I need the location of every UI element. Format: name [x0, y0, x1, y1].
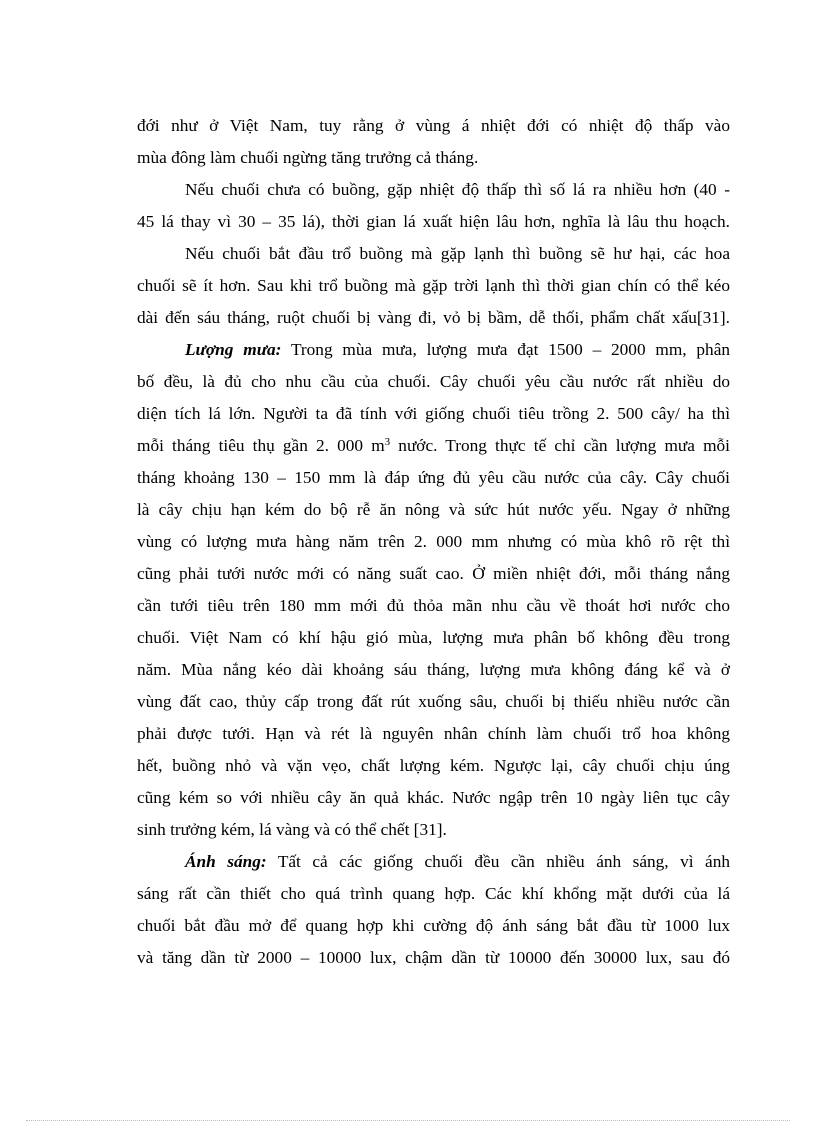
text-line: và tăng dần từ 2000 – 10000 lux, chậm dần từ 10000 đến 30000 lux, sau đó: [137, 948, 730, 967]
text-line: đới như ở Việt Nam, tuy rằng ở vùng á nhiệt đới có nhiệt độ thấp vào: [137, 116, 730, 135]
text-line: cần tưới tiêu trên 180 mm mới đủ thỏa mãn nhu cầu về thoát hơi nước cho: [137, 596, 730, 615]
text-span: mỗi tháng tiêu thụ gần 2. 000 m: [137, 436, 385, 455]
text-line: tháng khoảng 130 – 150 mm là đáp ứng đủ yêu cầu nước của cây. Cây chuối: [137, 468, 730, 487]
text-line: cũng phải tưới nước mới có năng suất cao. Ở miền nhiệt đới, mỗi tháng nắng: [137, 564, 730, 583]
text-line: chuối bắt đầu mở để quang hợp khi cường độ ánh sáng bắt đầu từ 1000 lux: [137, 916, 730, 935]
text-line: vùng đất cao, thủy cấp trong đất rút xuống sâu, chuối bị thiếu nhiều nước cần: [137, 692, 730, 711]
paragraph-light: [137, 846, 730, 974]
text-line: [137, 846, 730, 878]
text-span: Tất cả các giống chuối đều cần nhiều ánh sáng, vì ánh: [277, 852, 730, 871]
text-line: [137, 430, 730, 462]
superscript: 3: [384, 436, 391, 448]
text-line: dài đến sáu tháng, ruột chuối bị vàng đi, vỏ bị bầm, dễ thối, phẩm chất xấu[31].: [137, 308, 730, 327]
text-line: bố đều, là đủ cho nhu cầu của chuối. Cây chuối yêu cầu nước rất nhiều do: [137, 372, 730, 391]
text-line: diện tích lá lớn. Người ta đã tính với giống chuối tiêu trồng 2. 500 cây/ ha thì: [137, 404, 730, 423]
text-line: vùng có lượng mưa hàng năm trên 2. 000 mm nhưng có mùa khô rõ rệt thì: [137, 532, 730, 551]
text-line: mùa đông làm chuối ngừng tăng trưởng cả tháng.: [137, 148, 479, 167]
text-line: sáng rất cần thiết cho quá trình quang hợp. Các khí khổng mặt dưới của lá: [137, 884, 730, 903]
section-heading-rainfall: Lượng mưa:: [185, 340, 282, 359]
text-line: Nếu chuối bắt đầu trổ buồng mà gặp lạnh thì buồng sẽ hư hại, các hoa: [185, 244, 730, 263]
text-span: Trong mùa mưa, lượng mưa đạt 1500 – 2000 mm, phân: [290, 340, 730, 359]
paragraph-cold-flowering: [137, 238, 730, 334]
text-line: là cây chịu hạn kém do bộ rễ ăn nông và sức hút nước yếu. Ngay ở những: [137, 500, 730, 519]
text-line: Nếu chuối chưa có buồng, gặp nhiệt độ thấp thì số lá ra nhiều hơn (40 -: [185, 180, 730, 199]
paragraph-rainfall: [137, 334, 730, 846]
text-line: [137, 334, 730, 366]
footer-divider: [26, 1120, 790, 1121]
text-line: 45 lá thay vì 30 – 35 lá), thời gian lá xuất hiện lâu hơn, nghĩa là lâu thu hoạch.: [137, 212, 730, 231]
paragraph-temperature-tropics: [137, 110, 730, 174]
section-heading-light: Ánh sáng:: [185, 852, 267, 871]
text-line: chuối. Việt Nam có khí hậu gió mùa, lượng mưa phân bố không đều trong: [137, 628, 730, 647]
text-line: cũng kém so với nhiều cây ăn quả khác. Nước ngập trên 10 ngày liên tục cây: [137, 788, 730, 807]
text-line: phải được tưới. Hạn và rét là nguyên nhân chính làm chuối trổ hoa không: [137, 724, 730, 743]
paragraph-low-temperature-leaves: [137, 174, 730, 238]
body-text: [137, 110, 730, 974]
text-line: sinh trưởng kém, lá vàng và có thể chết [31].: [137, 820, 447, 839]
text-span: nước. Trong thực tế chỉ cần lượng mưa mỗi: [398, 436, 730, 455]
text-line: năm. Mùa nắng kéo dài khoảng sáu tháng, lượng mưa không đáng kể và ở: [137, 660, 730, 679]
text-line: chuối sẽ ít hơn. Sau khi trổ buồng mà gặp trời lạnh thì thời gian chín có thể kéo: [137, 276, 730, 295]
text-line: hết, buồng nhỏ và vặn vẹo, chất lượng kém. Ngược lại, cây chuối chịu úng: [137, 756, 730, 775]
